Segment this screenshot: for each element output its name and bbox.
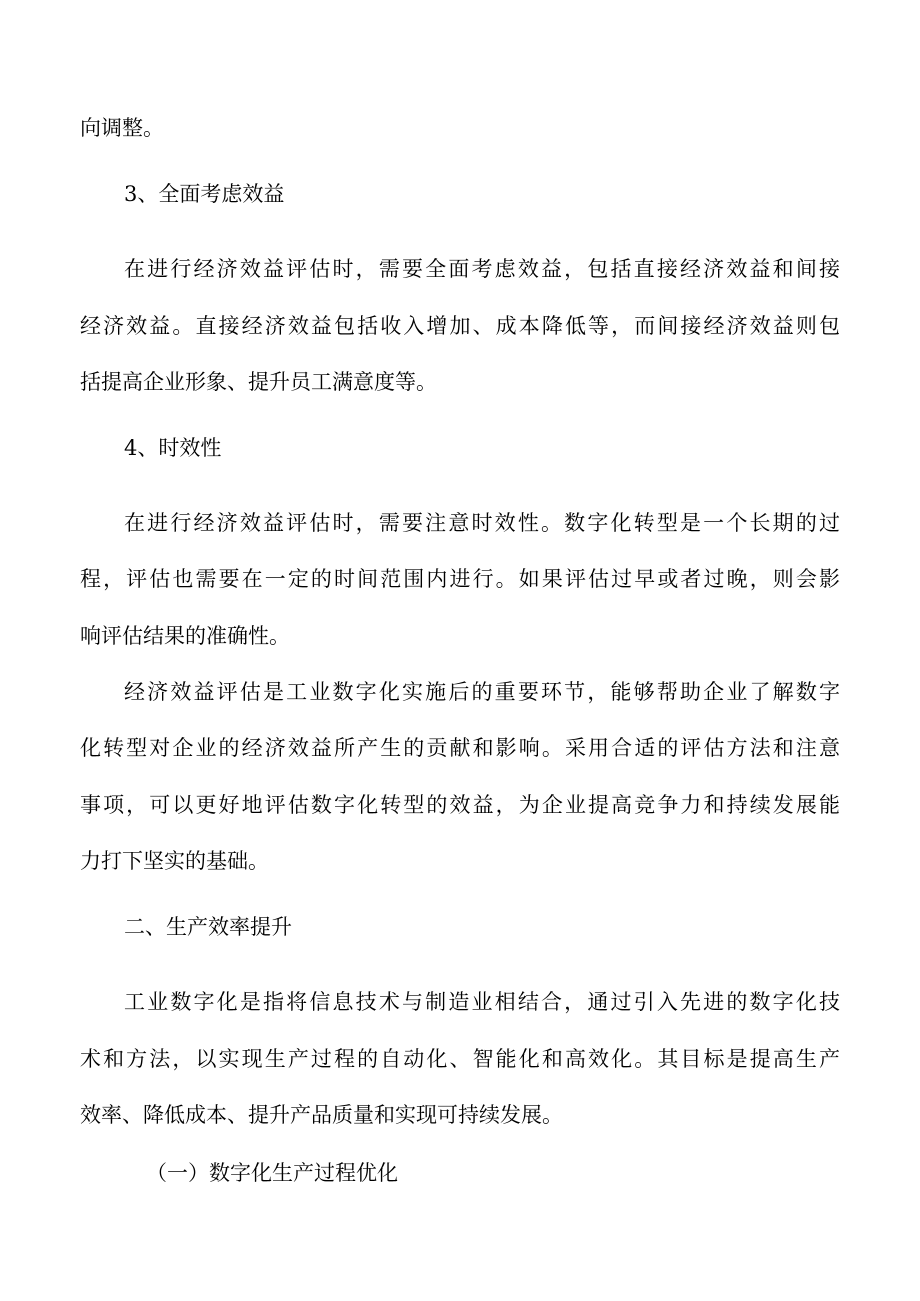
paragraph-line: 经济效益评估是工业数字化实施后的重要环节，能够帮助企业了解数字 — [124, 680, 840, 704]
section-heading: 3、全面考虑效益 — [124, 182, 285, 206]
paragraph-line: 响评估结果的准确性。 — [80, 624, 290, 648]
subsection-heading: （一）数字化生产过程优化 — [146, 1161, 398, 1185]
paragraph-line: 化转型对企业的经济效益所产生的贡献和影响。采用合适的评估方法和注意 — [80, 736, 840, 760]
paragraph-line: 事项，可以更好地评估数字化转型的效益，为企业提高竞争力和持续发展能 — [80, 793, 840, 817]
section-heading: 4、时效性 — [124, 436, 222, 460]
paragraph-line: 经济效益。直接经济效益包括收入增加、成本降低等，而间接经济效益则包 — [80, 314, 840, 338]
paragraph-line: 向调整。 — [80, 116, 164, 140]
paragraph-line: 力打下坚实的基础。 — [80, 849, 269, 873]
paragraph-line: 在进行经济效益评估时，需要全面考虑效益，包括直接经济效益和间接 — [124, 257, 840, 281]
paragraph-line: 括提高企业形象、提升员工满意度等。 — [80, 370, 437, 394]
paragraph-line: 术和方法，以实现生产过程的自动化、智能化和高效化。其目标是提高生产 — [80, 1047, 840, 1071]
chapter-heading: 二、生产效率提升 — [124, 915, 292, 939]
paragraph-line: 工业数字化是指将信息技术与制造业相结合，通过引入先进的数字化技 — [124, 990, 840, 1014]
paragraph-line: 效率、降低成本、提升产品质量和实现可持续发展。 — [80, 1103, 563, 1127]
paragraph-line: 程，评估也需要在一定的时间范围内进行。如果评估过早或者过晚，则会影 — [80, 567, 840, 591]
paragraph-line: 在进行经济效益评估时，需要注意时效性。数字化转型是一个长期的过 — [124, 511, 840, 535]
